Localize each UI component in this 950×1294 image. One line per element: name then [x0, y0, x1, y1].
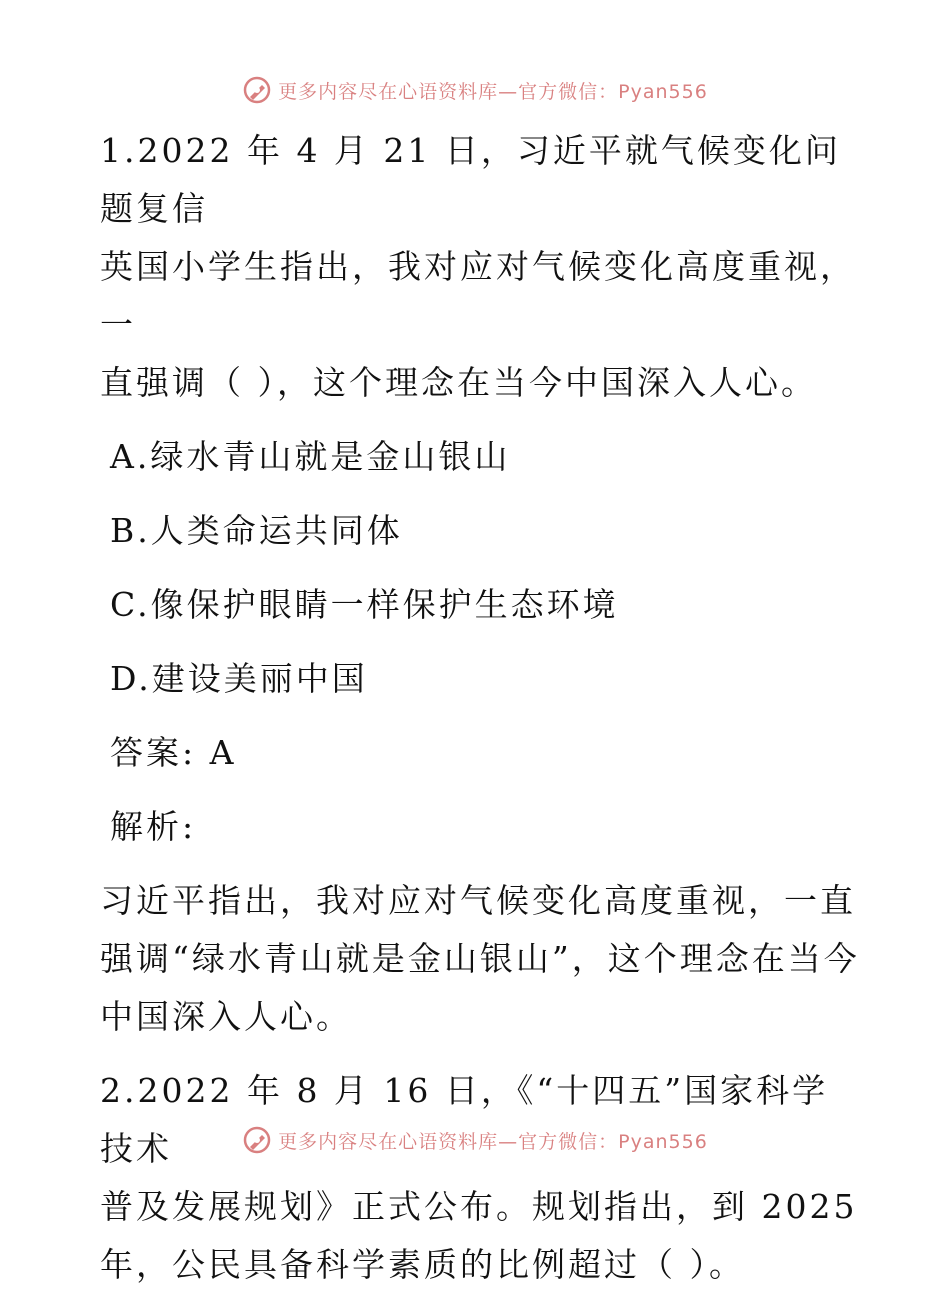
question-1-analysis-line-2: 强调“绿水青山就是金山银山”，这个理念在当今 [100, 939, 860, 978]
question-1-answer: 答案: A [110, 733, 237, 772]
question-1-stem-line-1: 1.2022 年 4 月 21 日，习近平就气候变化问题复信 [100, 131, 841, 228]
question-1-analysis-line-1: 习近平指出，我对应对气候变化高度重视，一直 [100, 881, 856, 920]
question-1-option-c: C.像保护眼睛一样保护生态环境 [110, 585, 619, 624]
question-1-stem-line-3: 直强调（ ），这个理念在当今中国深入人心。 [100, 363, 817, 402]
header-watermark-text: 更多内容尽在心语资料库—官方微信：Pyan556 [278, 80, 708, 103]
document-body [100, 122, 860, 1294]
question-1-option-d: D.建设美丽中国 [110, 659, 368, 698]
footer-watermark [0, 1120, 950, 1160]
question-1-option-b: B.人类命运共同体 [110, 511, 403, 550]
header-watermark [0, 70, 950, 110]
pen-logo-icon [242, 75, 272, 105]
question-1-stem-line-2: 英国小学生指出，我对应对气候变化高度重视，一 [100, 247, 856, 344]
pen-logo-icon [242, 1125, 272, 1155]
question-2-stem-line-3: 年，公民具备科学素质的比例超过（ ）。 [100, 1245, 745, 1284]
question-1-analysis-line-3: 中国深入人心。 [100, 997, 352, 1036]
question-2-stem-line-2: 普及发展规划》正式公布。规划指出，到 2025 [100, 1187, 858, 1226]
question-1-option-a: A.绿水青山就是金山银山 [110, 437, 511, 476]
footer-watermark-text: 更多内容尽在心语资料库—官方微信：Pyan556 [278, 1130, 708, 1153]
question-2-stem-line-1: 2.2022 年 8 月 16 日，《“十四五”国家科学技术 [100, 1071, 829, 1168]
question-1-analysis-label: 解析: [110, 807, 197, 846]
